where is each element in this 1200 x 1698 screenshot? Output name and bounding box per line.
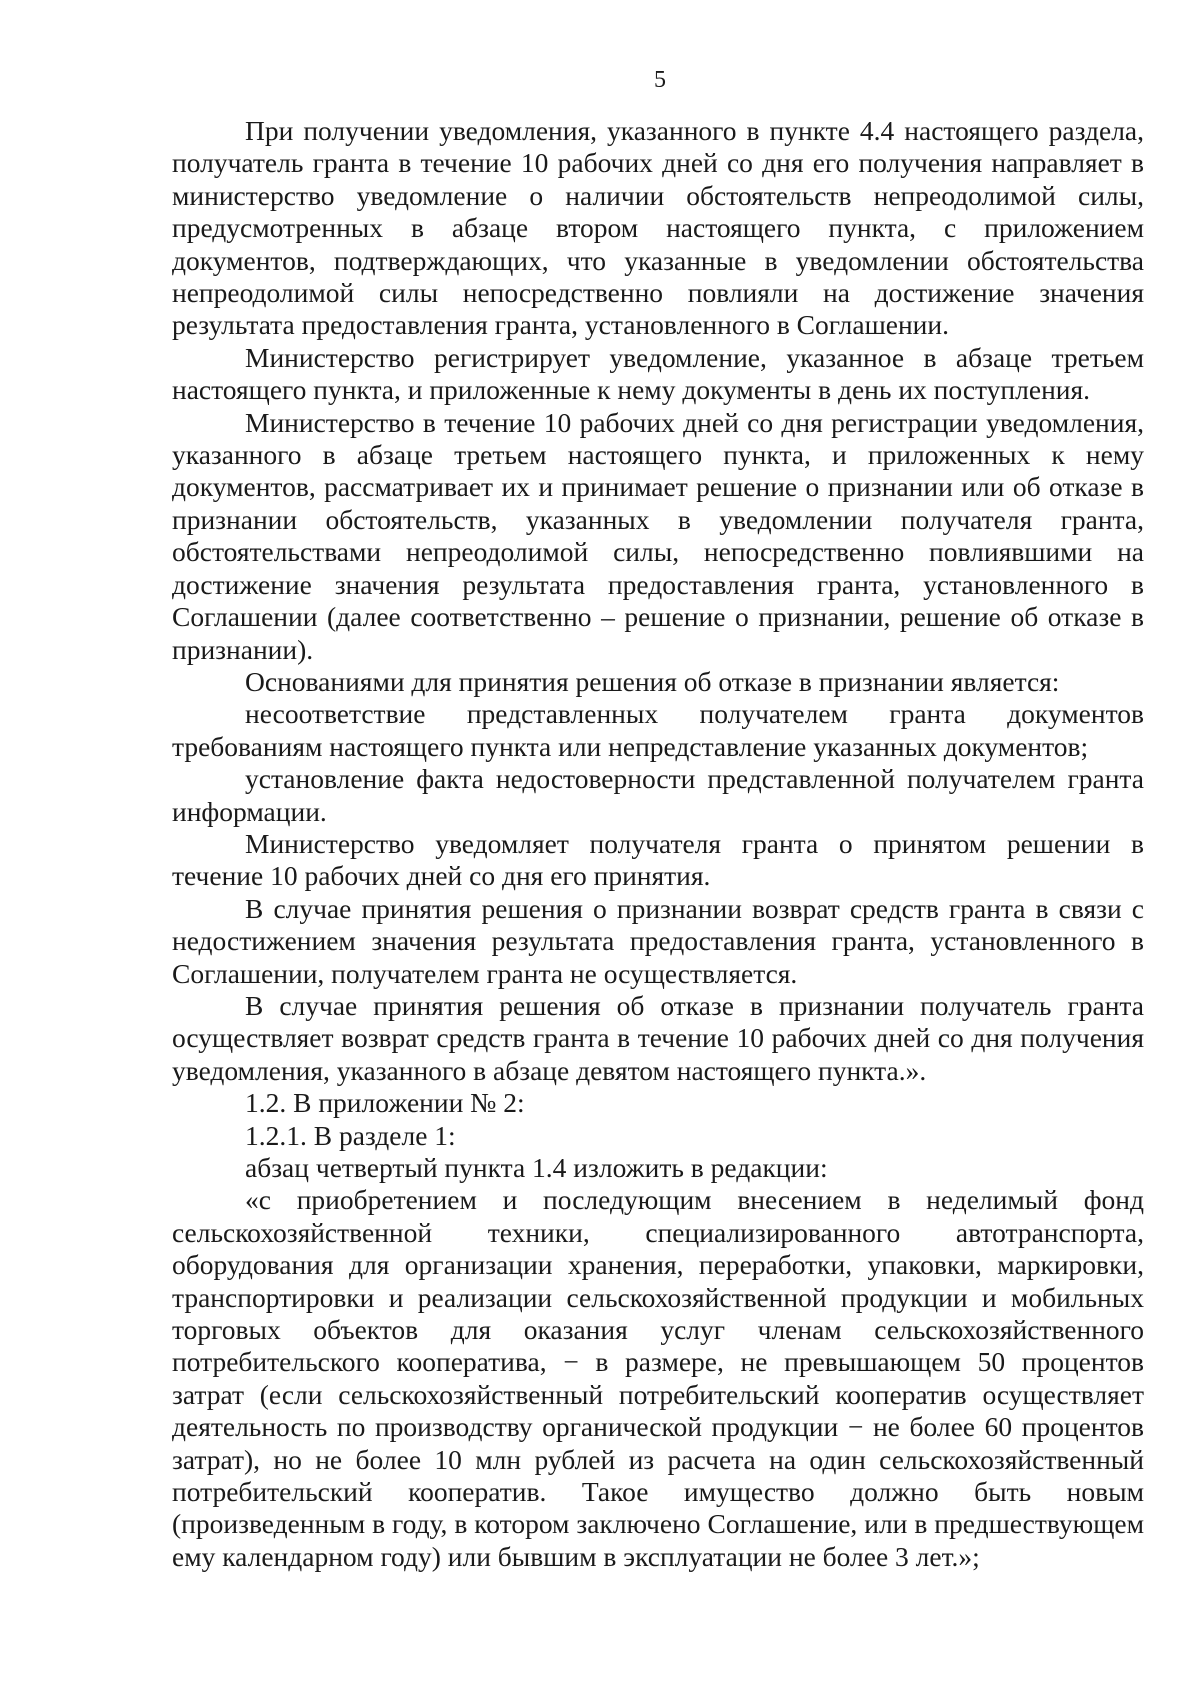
paragraph: несоответствие представленных получателем гранта документов требованиям настоящего пункта или непредставление указанных документов;	[172, 698, 1144, 762]
page-number: 5	[654, 67, 666, 93]
paragraph: абзац четвертый пункта 1.4 изложить в редакции:	[245, 1152, 828, 1183]
paragraph: Министерство уведомляет получателя гранта о принятом решении в течение 10 рабочих дней со дня его принятия.	[172, 827, 1144, 892]
paragraph: В случае принятия решения о признании возврат средств гранта в связи с недостижением значения результата предоставления гранта, установленного в Соглашении, получателем гранта не осуществляется.	[172, 892, 1144, 989]
paragraph: Министерство в течение 10 рабочих дней со дня регистрации уведомления, указанного в абзаце третьем настоящего пункта, и приложенных к нему документов, рассматривает их и принимает решение о признании или об отказе в признании обстоятельств, указанных в уведомлении получателя гранта, обстоятельствами непреодолимой силы, непосредственно повлиявшими на достижение значения результата предоставления гранта, установленного в Соглашении (далее соответственно – решение о признании, решение об отказе в признании).	[172, 406, 1144, 665]
paragraph: 1.2.1. В разделе 1:	[245, 1119, 456, 1151]
paragraph: Основаниями для принятия решения об отказе в признании является:	[245, 665, 1060, 697]
paragraph: «с приобретением и последующим внесением в неделимый фонд сельскохозяйственной техники, специализированного автотранспорта, оборудования для организации хранения, переработки, упаковки, маркировки, транспортировки и реализации сельскохозяйственной продукции и мобильных торговых объектов для оказания услуг членам сельскохозяйственного потребительского кооператива, − в размере, не превышающем 50 процентов затрат (если сельскохозяйственный потребительский кооператив осуществляет деятельность по производству органической продукции − не более 60 процентов затрат), но не более 10 млн рублей из расчета на один сельскохозяйственный потребительский кооператив. Такое имущество должно быть новым (произведенным в году, в котором заключено Соглашение, или в предшествующем ему календарном году) или бывшим в эксплуатации не более 3 лет.»;	[172, 1184, 1144, 1572]
paragraph: 1.2. В приложении № 2:	[245, 1087, 525, 1119]
paragraph: установление факта недостоверности представленной получателем гранта информации.	[172, 763, 1144, 827]
paragraph: При получении уведомления, указанного в пункте 4.4 настоящего раздела, получатель гранта в течение 10 рабочих дней со дня его получения направляет в министерство уведомление о наличии обстоятельств непреодолимой силы, предусмотренных в абзаце втором настоящего пункта, с приложением документов, подтверждающих, что указанные в уведомлении обстоятельства непреодолимой силы непосредственно повлияли на достижение значения результата предоставления гранта, установленного в Соглашении.	[172, 115, 1144, 341]
paragraph: В случае принятия решения об отказе в признании получатель гранта осуществляет возврат средств гранта в течение 10 рабочих дней со дня получения уведомления, указанного в абзаце девятом настоящего пункта.».	[172, 989, 1144, 1086]
document-body	[172, 115, 1144, 1573]
paragraph: Министерство регистрирует уведомление, указанное в абзаце третьем настоящего пункта, и приложенные к нему документы в день их поступления.	[172, 341, 1144, 406]
